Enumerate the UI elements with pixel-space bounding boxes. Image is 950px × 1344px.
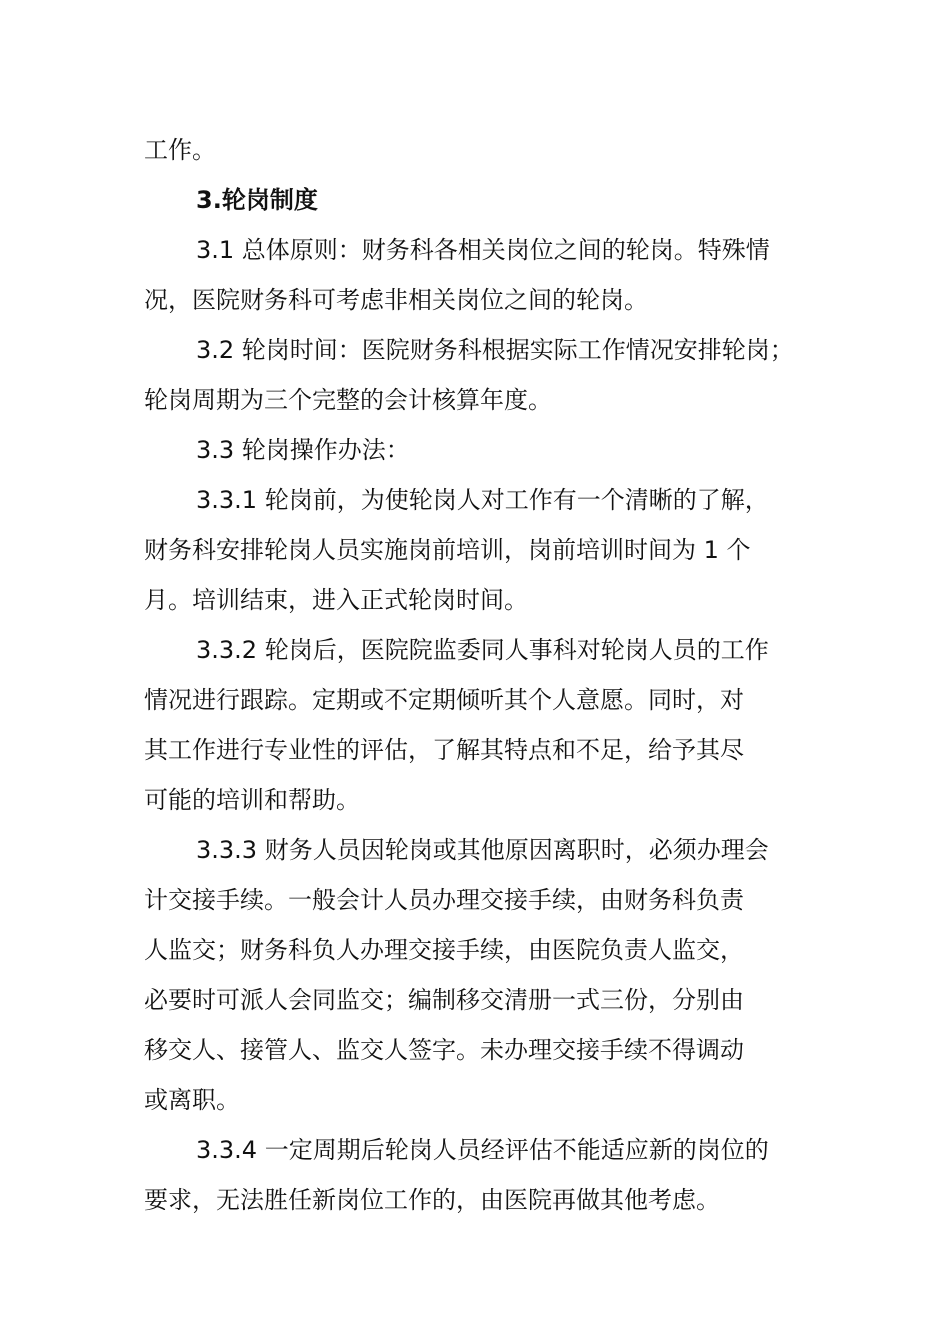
text-line: 况，医院财务科可考虑非相关岗位之间的轮岗。 (144, 286, 648, 314)
text-line: 工作。 (144, 136, 216, 164)
section-heading: 3.轮岗制度 (196, 186, 318, 214)
text-line: 情况进行跟踪。定期或不定期倾听其个人意愿。同时，对 (144, 686, 744, 714)
text-line: 轮岗周期为三个完整的会计核算年度。 (144, 386, 552, 414)
text-line: 要求，无法胜任新岗位工作的，由医院再做其他考虑。 (144, 1186, 720, 1214)
text-line: 3.3.3 财务人员因轮岗或其他原因离职时，必须办理会 (196, 836, 769, 864)
text-line: 财务科安排轮岗人员实施岗前培训，岗前培训时间为 1 个 (144, 536, 751, 564)
text-line: 可能的培训和帮助。 (144, 786, 360, 814)
text-line: 月。培训结束，进入正式轮岗时间。 (144, 586, 528, 614)
text-line: 计交接手续。一般会计人员办理交接手续，由财务科负责 (144, 886, 744, 914)
text-line: 3.3.1 轮岗前，为使轮岗人对工作有一个清晰的了解， (196, 486, 769, 514)
text-line: 人监交；财务科负人办理交接手续，由医院负责人监交， (144, 936, 744, 964)
text-line: 3.3.4 一定周期后轮岗人员经评估不能适应新的岗位的 (196, 1136, 769, 1164)
text-line: 3.3.2 轮岗后，医院院监委同人事科对轮岗人员的工作 (196, 636, 769, 664)
text-line: 其工作进行专业性的评估，了解其特点和不足，给予其尽 (144, 736, 744, 764)
text-line: 3.3 轮岗操作办法： (196, 436, 410, 464)
text-line: 或离职。 (144, 1086, 240, 1114)
text-line: 必要时可派人会同监交；编制移交清册一式三份，分别由 (144, 986, 744, 1014)
text-line: 3.1 总体原则：财务科各相关岗位之间的轮岗。特殊情 (196, 236, 770, 264)
text-line: 移交人、接管人、监交人签字。未办理交接手续不得调动 (144, 1036, 744, 1064)
text-line: 3.2 轮岗时间：医院财务科根据实际工作情况安排轮岗； (196, 336, 794, 364)
